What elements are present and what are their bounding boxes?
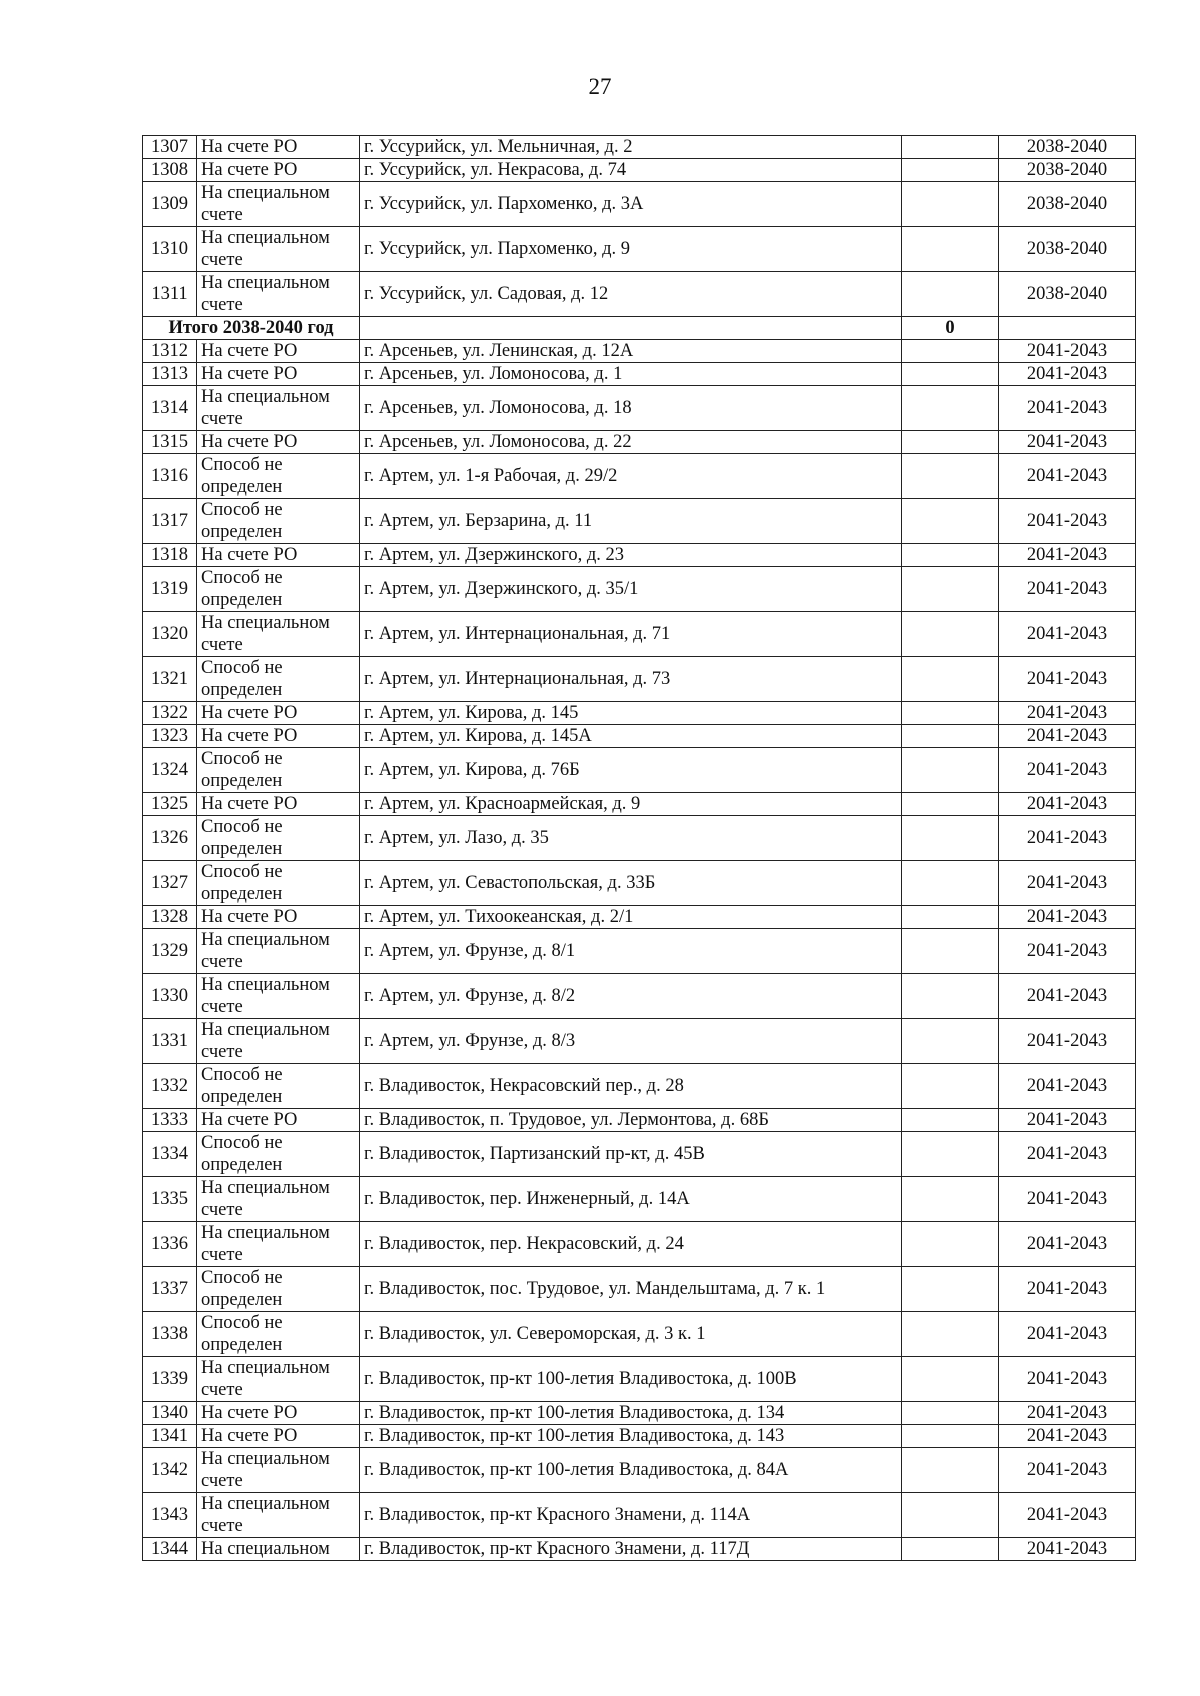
count-cell [902, 929, 999, 974]
period-cell: 2041-2043 [999, 1064, 1136, 1109]
table-row [143, 861, 1136, 906]
period-cell: 2041-2043 [999, 1538, 1136, 1561]
period-cell: 2041-2043 [999, 929, 1136, 974]
row-number-cell: 1343 [143, 1493, 197, 1538]
method-cell: На счете РО [197, 159, 360, 182]
row-number-cell: 1321 [143, 657, 197, 702]
count-cell [902, 386, 999, 431]
row-number-cell: 1344 [143, 1538, 197, 1561]
period-cell: 2041-2043 [999, 340, 1136, 363]
row-number-cell: 1335 [143, 1177, 197, 1222]
table-row [143, 567, 1136, 612]
row-number-cell: 1334 [143, 1132, 197, 1177]
method-cell: На специальном счете [197, 386, 360, 431]
row-number-cell: 1342 [143, 1448, 197, 1493]
count-cell [902, 431, 999, 454]
method-cell: На специальном счете [197, 1019, 360, 1064]
period-cell: 2041-2043 [999, 1019, 1136, 1064]
address-cell: г. Владивосток, пр-кт Красного Знамени, д. 114А [360, 1493, 902, 1538]
table-row [143, 1357, 1136, 1402]
address-cell: г. Артем, ул. Севастопольская, д. 33Б [360, 861, 902, 906]
method-cell: Способ не определен [197, 748, 360, 793]
count-cell [902, 499, 999, 544]
count-cell [902, 1109, 999, 1132]
method-cell: На счете РО [197, 544, 360, 567]
method-cell: Способ не определен [197, 1132, 360, 1177]
count-cell [902, 816, 999, 861]
row-number-cell: 1336 [143, 1222, 197, 1267]
row-number-cell: 1329 [143, 929, 197, 974]
table-row [143, 1222, 1136, 1267]
period-cell: 2041-2043 [999, 1425, 1136, 1448]
address-cell: г. Владивосток, п. Трудовое, ул. Лермонтова, д. 68Б [360, 1109, 902, 1132]
address-cell: г. Артем, ул. Тихоокеанская, д. 2/1 [360, 906, 902, 929]
period-cell: 2041-2043 [999, 793, 1136, 816]
period-cell: 2041-2043 [999, 1312, 1136, 1357]
address-cell: г. Артем, ул. Интернациональная, д. 73 [360, 657, 902, 702]
address-cell: г. Арсеньев, ул. Ломоносова, д. 1 [360, 363, 902, 386]
count-cell [902, 544, 999, 567]
count-cell [902, 725, 999, 748]
row-number-cell: 1309 [143, 182, 197, 227]
count-cell [902, 1493, 999, 1538]
period-cell: 2038-2040 [999, 182, 1136, 227]
method-cell: На счете РО [197, 1109, 360, 1132]
method-cell: На специальном [197, 1538, 360, 1561]
period-cell: 2041-2043 [999, 544, 1136, 567]
address-cell: г. Владивосток, Некрасовский пер., д. 28 [360, 1064, 902, 1109]
count-cell [902, 861, 999, 906]
method-cell: Способ не определен [197, 816, 360, 861]
address-cell: г. Артем, ул. Фрунзе, д. 8/2 [360, 974, 902, 1019]
address-cell: г. Артем, ул. Фрунзе, д. 8/1 [360, 929, 902, 974]
method-cell: На специальном счете [197, 929, 360, 974]
address-cell: г. Владивосток, пр-кт 100-летия Владивостока, д. 134 [360, 1402, 902, 1425]
address-cell: г. Уссурийск, ул. Пархоменко, д. 9 [360, 227, 902, 272]
row-number-cell: 1307 [143, 136, 197, 159]
address-cell: г. Артем, ул. Берзарина, д. 11 [360, 499, 902, 544]
count-cell [902, 612, 999, 657]
table-row [143, 929, 1136, 974]
count-cell [902, 159, 999, 182]
method-cell: На счете РО [197, 725, 360, 748]
table-row [143, 1109, 1136, 1132]
count-cell [902, 1132, 999, 1177]
count-cell [902, 1019, 999, 1064]
method-cell: На счете РО [197, 136, 360, 159]
period-cell: 2041-2043 [999, 974, 1136, 1019]
row-number-cell: 1312 [143, 340, 197, 363]
count-cell [902, 906, 999, 929]
table-row [143, 1019, 1136, 1064]
row-number-cell: 1333 [143, 1109, 197, 1132]
count-cell [902, 1425, 999, 1448]
address-cell: г. Владивосток, пр-кт 100-летия Владивостока, д. 143 [360, 1425, 902, 1448]
method-cell: На специальном счете [197, 1448, 360, 1493]
method-cell: На счете РО [197, 340, 360, 363]
address-cell: г. Владивосток, пр-кт Красного Знамени, д. 117Д [360, 1538, 902, 1561]
table-row [143, 1177, 1136, 1222]
method-cell: На специальном счете [197, 974, 360, 1019]
table-row [143, 182, 1136, 227]
method-cell: На счете РО [197, 1402, 360, 1425]
method-cell: Способ не определен [197, 454, 360, 499]
period-cell: 2041-2043 [999, 612, 1136, 657]
method-cell: Способ не определен [197, 499, 360, 544]
page-number: 27 [588, 74, 612, 99]
method-cell: На счете РО [197, 793, 360, 816]
count-cell [902, 1357, 999, 1402]
method-cell: Способ не определен [197, 1312, 360, 1357]
subtotal-label: Итого 2038-2040 год [143, 317, 360, 340]
count-cell [902, 182, 999, 227]
row-number-cell: 1340 [143, 1402, 197, 1425]
table-row [143, 1402, 1136, 1425]
count-cell [902, 1402, 999, 1425]
table-row [143, 974, 1136, 1019]
period-cell: 2038-2040 [999, 159, 1136, 182]
table-row [143, 136, 1136, 159]
table-row [143, 612, 1136, 657]
address-cell: г. Артем, ул. Интернациональная, д. 71 [360, 612, 902, 657]
table-row [143, 725, 1136, 748]
method-cell: На счете РО [197, 1425, 360, 1448]
count-cell [902, 1064, 999, 1109]
period-cell: 2038-2040 [999, 272, 1136, 317]
period-cell [999, 317, 1136, 340]
address-cell: г. Арсеньев, ул. Ломоносова, д. 18 [360, 386, 902, 431]
table-row [143, 793, 1136, 816]
address-cell: г. Арсеньев, ул. Ломоносова, д. 22 [360, 431, 902, 454]
period-cell: 2041-2043 [999, 816, 1136, 861]
address-cell: г. Уссурийск, ул. Садовая, д. 12 [360, 272, 902, 317]
period-cell: 2041-2043 [999, 1222, 1136, 1267]
address-cell: г. Владивосток, пр-кт 100-летия Владивостока, д. 84А [360, 1448, 902, 1493]
address-cell: г. Арсеньев, ул. Ленинская, д. 12А [360, 340, 902, 363]
count-cell [902, 136, 999, 159]
table-row [143, 363, 1136, 386]
row-number-cell: 1326 [143, 816, 197, 861]
address-cell: г. Артем, ул. Дзержинского, д. 35/1 [360, 567, 902, 612]
row-number-cell: 1315 [143, 431, 197, 454]
row-number-cell: 1339 [143, 1357, 197, 1402]
row-number-cell: 1328 [143, 906, 197, 929]
row-number-cell: 1318 [143, 544, 197, 567]
period-cell: 2041-2043 [999, 1132, 1136, 1177]
period-cell: 2041-2043 [999, 1357, 1136, 1402]
count-cell [902, 567, 999, 612]
period-cell: 2041-2043 [999, 1109, 1136, 1132]
count-cell [902, 702, 999, 725]
table-row [143, 386, 1136, 431]
period-cell: 2041-2043 [999, 1448, 1136, 1493]
row-number-cell: 1308 [143, 159, 197, 182]
table-row [143, 1132, 1136, 1177]
count-cell [902, 1538, 999, 1561]
table-row [143, 748, 1136, 793]
row-number-cell: 1322 [143, 702, 197, 725]
address-cell [360, 317, 902, 340]
count-cell [902, 1222, 999, 1267]
row-number-cell: 1338 [143, 1312, 197, 1357]
table-row [143, 544, 1136, 567]
period-cell: 2041-2043 [999, 386, 1136, 431]
table-row [143, 657, 1136, 702]
address-cell: г. Уссурийск, ул. Некрасова, д. 74 [360, 159, 902, 182]
count-cell [902, 657, 999, 702]
method-cell: На специальном счете [197, 1177, 360, 1222]
table-row [143, 159, 1136, 182]
method-cell: Способ не определен [197, 1267, 360, 1312]
period-cell: 2038-2040 [999, 136, 1136, 159]
table-row [143, 499, 1136, 544]
count-cell [902, 748, 999, 793]
address-cell: г. Владивосток, пр-кт 100-летия Владивостока, д. 100В [360, 1357, 902, 1402]
count-cell [902, 340, 999, 363]
address-cell: г. Уссурийск, ул. Мельничная, д. 2 [360, 136, 902, 159]
row-number-cell: 1316 [143, 454, 197, 499]
period-cell: 2041-2043 [999, 861, 1136, 906]
count-cell [902, 1177, 999, 1222]
table-row [143, 1538, 1136, 1561]
count-cell [902, 974, 999, 1019]
address-cell: г. Владивосток, ул. Североморская, д. 3 к. 1 [360, 1312, 902, 1357]
count-cell: 0 [902, 317, 999, 340]
period-cell: 2041-2043 [999, 1267, 1136, 1312]
address-cell: г. Артем, ул. Красноармейская, д. 9 [360, 793, 902, 816]
table-row [143, 272, 1136, 317]
count-cell [902, 272, 999, 317]
period-cell: 2041-2043 [999, 431, 1136, 454]
table-row [143, 1267, 1136, 1312]
table-row [143, 816, 1136, 861]
count-cell [902, 1267, 999, 1312]
row-number-cell: 1319 [143, 567, 197, 612]
row-number-cell: 1331 [143, 1019, 197, 1064]
count-cell [902, 1448, 999, 1493]
method-cell: На счете РО [197, 363, 360, 386]
period-cell: 2041-2043 [999, 1493, 1136, 1538]
table-row [143, 906, 1136, 929]
method-cell: Способ не определен [197, 861, 360, 906]
address-cell: г. Артем, ул. 1-я Рабочая, д. 29/2 [360, 454, 902, 499]
table-row [143, 340, 1136, 363]
row-number-cell: 1337 [143, 1267, 197, 1312]
period-cell: 2041-2043 [999, 1177, 1136, 1222]
address-cell: г. Владивосток, Партизанский пр-кт, д. 45В [360, 1132, 902, 1177]
row-number-cell: 1341 [143, 1425, 197, 1448]
address-cell: г. Артем, ул. Кирова, д. 145А [360, 725, 902, 748]
table-row [143, 1493, 1136, 1538]
period-cell: 2041-2043 [999, 454, 1136, 499]
method-cell: На специальном счете [197, 1357, 360, 1402]
row-number-cell: 1324 [143, 748, 197, 793]
table-row [143, 702, 1136, 725]
table-row [143, 431, 1136, 454]
period-cell: 2041-2043 [999, 567, 1136, 612]
method-cell: На счете РО [197, 906, 360, 929]
row-number-cell: 1330 [143, 974, 197, 1019]
row-number-cell: 1325 [143, 793, 197, 816]
count-cell [902, 227, 999, 272]
table-body [143, 136, 1136, 1561]
row-number-cell: 1311 [143, 272, 197, 317]
subtotal-row [143, 317, 1136, 340]
method-cell: На специальном счете [197, 1222, 360, 1267]
period-cell: 2038-2040 [999, 227, 1136, 272]
address-cell: г. Владивосток, пер. Некрасовский, д. 24 [360, 1222, 902, 1267]
address-cell: г. Владивосток, пер. Инженерный, д. 14А [360, 1177, 902, 1222]
period-cell: 2041-2043 [999, 499, 1136, 544]
row-number-cell: 1320 [143, 612, 197, 657]
count-cell [902, 793, 999, 816]
method-cell: На счете РО [197, 431, 360, 454]
method-cell: На счете РО [197, 702, 360, 725]
table-row [143, 1425, 1136, 1448]
address-cell: г. Артем, ул. Кирова, д. 145 [360, 702, 902, 725]
table-row [143, 1312, 1136, 1357]
address-cell: г. Уссурийск, ул. Пархоменко, д. 3А [360, 182, 902, 227]
address-cell: г. Артем, ул. Дзержинского, д. 23 [360, 544, 902, 567]
period-cell: 2041-2043 [999, 363, 1136, 386]
period-cell: 2041-2043 [999, 725, 1136, 748]
address-cell: г. Артем, ул. Лазо, д. 35 [360, 816, 902, 861]
count-cell [902, 454, 999, 499]
address-cell: г. Владивосток, пос. Трудовое, ул. Мандельштама, д. 7 к. 1 [360, 1267, 902, 1312]
row-number-cell: 1332 [143, 1064, 197, 1109]
method-cell: На специальном счете [197, 272, 360, 317]
row-number-cell: 1310 [143, 227, 197, 272]
count-cell [902, 363, 999, 386]
period-cell: 2041-2043 [999, 657, 1136, 702]
method-cell: На специальном счете [197, 612, 360, 657]
count-cell [902, 1312, 999, 1357]
housing-register-table [142, 135, 1136, 1561]
method-cell: Способ не определен [197, 1064, 360, 1109]
row-number-cell: 1317 [143, 499, 197, 544]
row-number-cell: 1314 [143, 386, 197, 431]
row-number-cell: 1313 [143, 363, 197, 386]
row-number-cell: 1327 [143, 861, 197, 906]
period-cell: 2041-2043 [999, 702, 1136, 725]
method-cell: На специальном счете [197, 227, 360, 272]
period-cell: 2041-2043 [999, 906, 1136, 929]
address-cell: г. Артем, ул. Кирова, д. 76Б [360, 748, 902, 793]
method-cell: На специальном счете [197, 1493, 360, 1538]
table-row [143, 227, 1136, 272]
period-cell: 2041-2043 [999, 748, 1136, 793]
address-cell: г. Артем, ул. Фрунзе, д. 8/3 [360, 1019, 902, 1064]
method-cell: Способ не определен [197, 657, 360, 702]
table-row [143, 1448, 1136, 1493]
period-cell: 2041-2043 [999, 1402, 1136, 1425]
method-cell: На специальном счете [197, 182, 360, 227]
row-number-cell: 1323 [143, 725, 197, 748]
method-cell: Способ не определен [197, 567, 360, 612]
table-row [143, 1064, 1136, 1109]
table-row [143, 454, 1136, 499]
